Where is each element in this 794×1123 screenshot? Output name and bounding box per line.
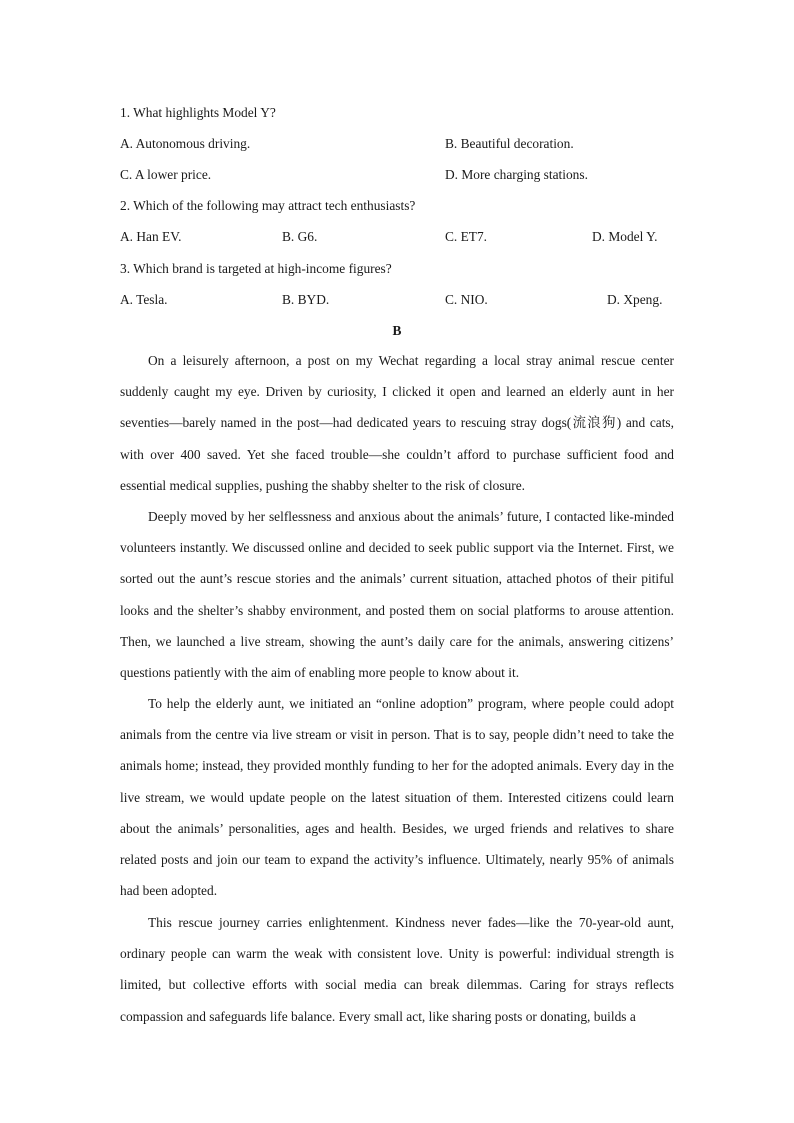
question-3-option-c: C. NIO. (445, 292, 488, 307)
question-2-option-c: C. ET7. (445, 229, 488, 244)
question-2-option-b: B. G6. (282, 229, 318, 244)
question-1-option-b: B. Beautiful decoration. (445, 136, 574, 151)
question-1-option-d: D. More charging stations. (445, 167, 588, 182)
question-2-option-a: A. Han EV. (120, 229, 182, 244)
question-3-option-b: B. BYD. (282, 292, 330, 307)
question-2-option-d: D. Model Y. (592, 229, 658, 244)
paragraph-3: To help the elderly aunt, we initiated an “online adoption” program, where people could adopt animals from the centre via live stream or visit in person. That is to say, people didn’t need to take the animals home; instead, they provided monthly funding to her for the adopted animals. Every day in the live stream, we would update people on the latest situation of them. Interested citizens could learn about the animals’ personalities, ages and health. Besides, we urged friends and relatives to share related posts and join our team to expand the activity’s influence. Ultimately, nearly 95% of animals had been adopted. (120, 696, 674, 899)
paragraph-1: On a leisurely afternoon, a post on my Wechat regarding a local stray animal rescue center suddenly caught my eye. Driven by curiosity, I clicked it open and learned an elderly aunt in her seventies—barely named in the post—had dedicated years to rescuing stray dogs(流浪狗) and cats, with over 400 saved. Yet she faced trouble—she couldn’t afford to purchase sufficient food and essential medical supplies, pushing the shabby shelter to the risk of closure. (120, 353, 674, 493)
question-2-stem: 2. Which of the following may attract tech enthusiasts? (120, 198, 416, 213)
paragraph-4: This rescue journey carries enlightenment. Kindness never fades—like the 70-year-old aunt, ordinary people can warm the weak with consistent love. Unity is powerful: individual strength is limited, but collective efforts with social media can break dilemmas. Caring for strays reflects compassion and safeguards life balance. Every small act, like sharing posts or donating, builds a (120, 915, 674, 1024)
question-3-option-a: A. Tesla. (120, 292, 168, 307)
question-1-option-c: C. A lower price. (120, 167, 212, 182)
question-1-option-a: A. Autonomous driving. (120, 136, 251, 151)
question-3-stem: 3. Which brand is targeted at high-income figures? (120, 261, 392, 276)
question-1-stem: 1. What highlights Model Y? (120, 105, 276, 120)
question-3-option-d: D. Xpeng. (607, 292, 663, 307)
section-b-title: B (392, 323, 402, 338)
paragraph-2: Deeply moved by her selflessness and anxious about the animals’ future, I contacted like-minded volunteers instantly. We discussed online and decided to seek public support via the Internet. First, we sorted out the aunt’s rescue stories and the animals’ current situation, attached photos of their pitiful looks and the shelter’s shabby environment, and posted them on social platforms to arouse attention. Then, we launched a live stream, showing the aunt’s daily care for the animals, answering citizens’ questions patiently with the aim of enabling more people to know about it. (120, 509, 674, 681)
